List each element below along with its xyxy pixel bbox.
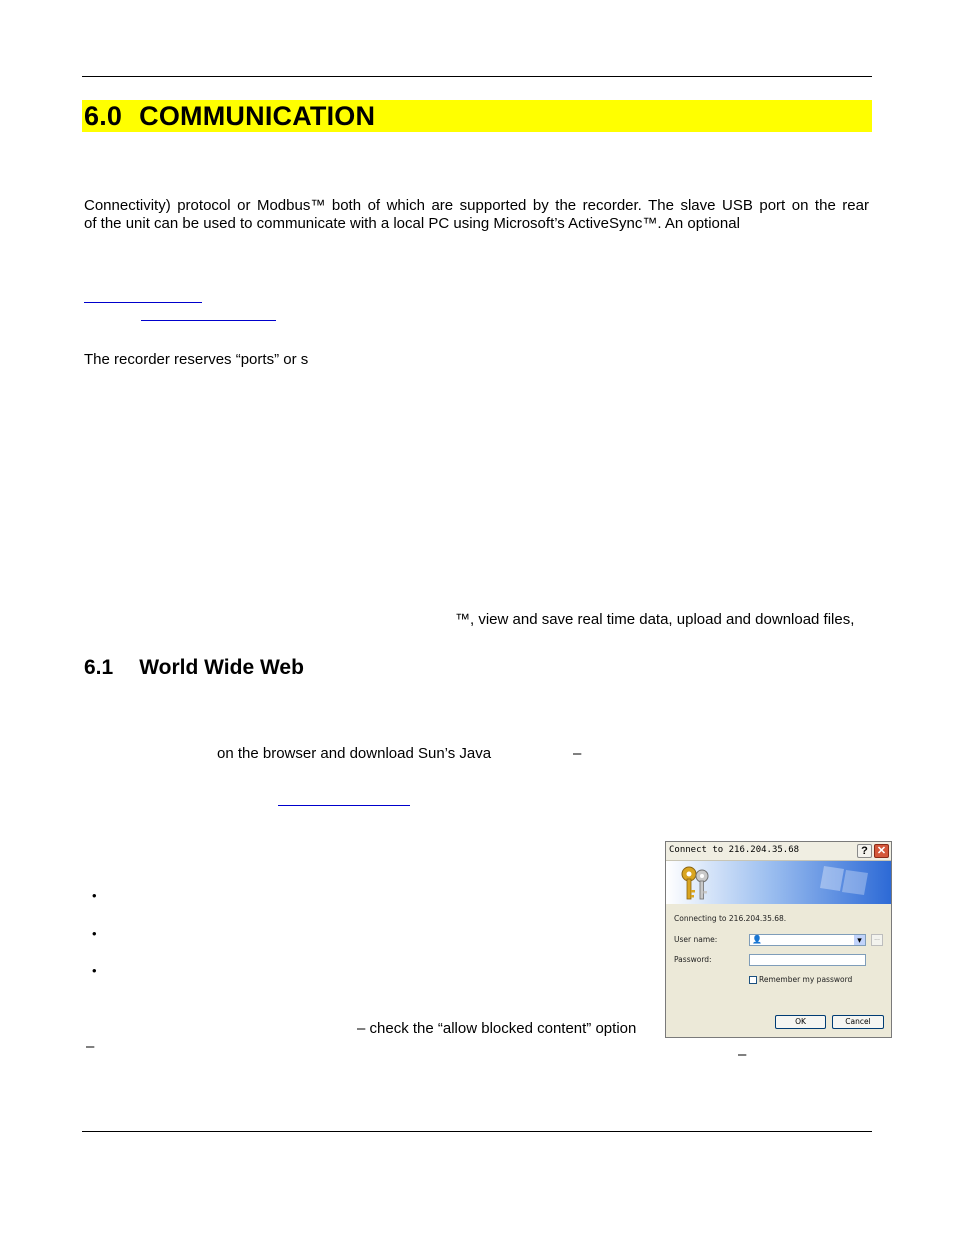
password-field[interactable] bbox=[749, 954, 866, 966]
bullet-1: • bbox=[92, 888, 97, 903]
dialog-body bbox=[666, 904, 891, 1037]
section-title: World Wide Web bbox=[139, 656, 304, 679]
connecting-text: Connecting to 216.204.35.68. bbox=[674, 914, 787, 923]
chapter-title: COMMUNICATION bbox=[139, 101, 376, 131]
user-dropdown-arrow[interactable]: ▾ bbox=[854, 935, 865, 945]
dialog-titlebar bbox=[666, 842, 891, 861]
section-number: 6.1 bbox=[84, 656, 114, 679]
ports-paragraph: The recorder reserves “ports” or s bbox=[84, 351, 309, 368]
login-dialog bbox=[665, 841, 892, 1038]
keys-icon bbox=[676, 863, 716, 903]
dialog-banner bbox=[666, 861, 891, 904]
hyperlink-1[interactable] bbox=[84, 302, 202, 303]
intro-line-1: Connectivity) protocol or Modbus™ both of which are supported by the recorder. The slave USB port on the rear bbox=[84, 197, 869, 214]
blocked-content-fragment: – check the “allow blocked content” option bbox=[357, 1020, 637, 1037]
intro-line-2: of the unit can be used to communicate with a local PC using Microsoft’s ActiveSync™. An optional bbox=[84, 215, 740, 232]
hyperlink-3[interactable] bbox=[278, 805, 410, 806]
chapter-number: 6.0 bbox=[84, 101, 123, 131]
password-label: Password: bbox=[674, 955, 712, 964]
ok-button[interactable]: OK bbox=[775, 1015, 826, 1029]
bullet-2: • bbox=[92, 926, 97, 941]
windows-logo-icon bbox=[816, 861, 876, 904]
close-button[interactable]: ✕ bbox=[874, 844, 889, 858]
bottom-rule bbox=[82, 1131, 872, 1132]
browse-button[interactable]: ... bbox=[871, 934, 883, 946]
user-name-field[interactable] bbox=[749, 934, 866, 946]
user-icon: 👤 bbox=[752, 935, 762, 944]
tm-paragraph-fragment: ™, view and save real time data, upload and download files, bbox=[455, 611, 855, 628]
dash-2: – bbox=[86, 1038, 95, 1055]
remember-password-checkbox[interactable] bbox=[749, 976, 757, 984]
chapter-heading bbox=[84, 100, 375, 132]
dash-1: – bbox=[573, 745, 582, 762]
remember-password-label: Remember my password bbox=[759, 975, 853, 984]
help-button[interactable]: ? bbox=[857, 844, 872, 858]
browser-paragraph-fragment: on the browser and download Sun’s Java bbox=[217, 745, 492, 762]
top-rule bbox=[82, 76, 872, 77]
hyperlink-2[interactable] bbox=[141, 320, 276, 321]
cancel-button[interactable]: Cancel bbox=[832, 1015, 884, 1029]
dialog-title: Connect to 216.204.35.68 bbox=[669, 845, 800, 855]
bullet-3: • bbox=[92, 963, 97, 978]
user-name-label: User name: bbox=[674, 935, 718, 944]
dash-3: – bbox=[738, 1046, 747, 1063]
section-heading bbox=[84, 656, 304, 680]
